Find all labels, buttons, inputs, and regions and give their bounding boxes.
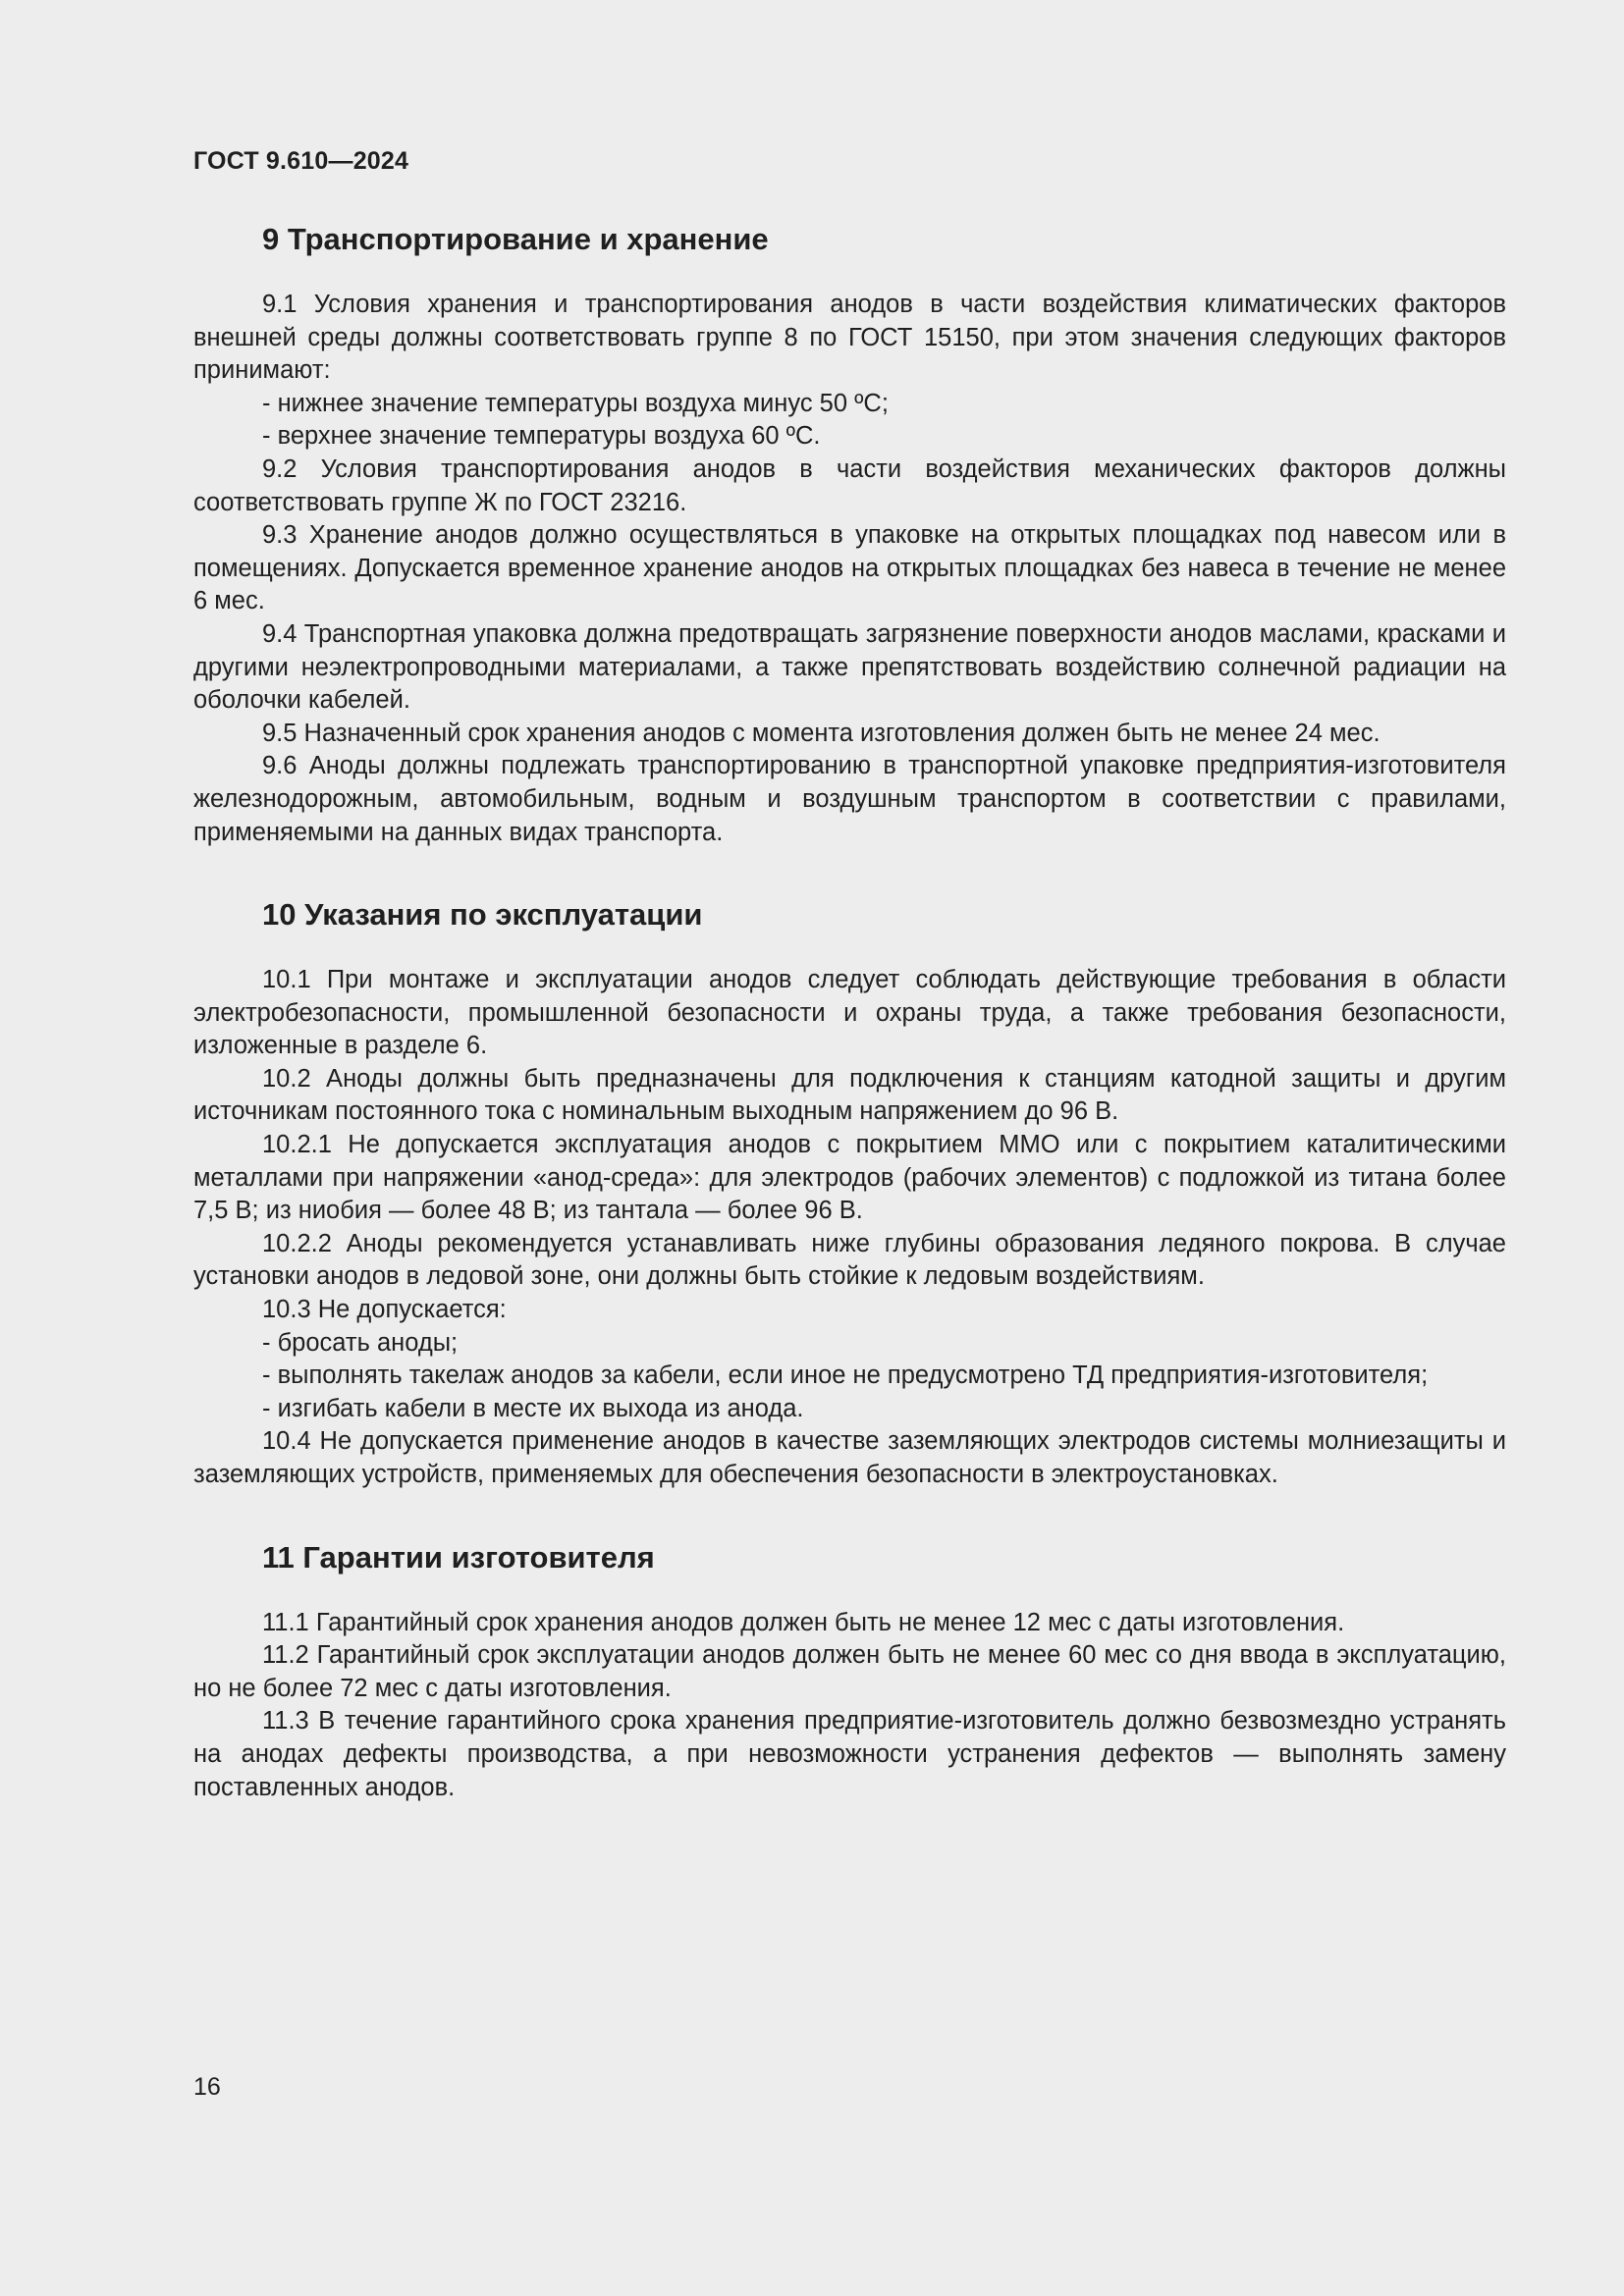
paragraph: 10.3 Не допускается: — [262, 1296, 507, 1324]
paragraph: 11.1 Гарантийный срок хранения анодов должен быть не менее 12 мес с даты изготовления. — [262, 1608, 1345, 1636]
paragraph: 10.4 Не допускается применение анодов в качестве заземляющих электродов системы молниезащиты и заземляющих устройств, применяемых для обеспечения безопасности в электроустановках. — [193, 1427, 1506, 1488]
paragraph: - бросать аноды; — [262, 1328, 459, 1357]
section-title: 11 Гарантии изготовителя — [262, 1539, 655, 1575]
paragraph: 11.2 Гарантийный срок эксплуатации анодов должен быть не менее 60 мес со дня ввода в эксплуатацию, но не более 72 мес с даты изготовления. — [193, 1641, 1506, 1702]
paragraph: 10.2.1 Не допускается эксплуатация анодов с покрытием ММО или с покрытием каталитическими металлами при напряжении «анод-среда»: для электродов (рабочих элементов) с подложкой из титана более 7,5 В; из ниобия — более 48 В; из тантала — более 96 В. — [193, 1131, 1506, 1225]
section — [193, 1538, 1506, 1805]
paragraph: - изгибать кабели в месте их выхода из анода. — [262, 1394, 804, 1422]
document-header: ГОСТ 9.610—2024 — [193, 147, 409, 175]
section — [193, 895, 1506, 1492]
paragraph: 11.3 В течение гарантийного срока хранения предприятие-изготовитель должно безвозмездно устранять на анодах дефекты производства, а при невозможности устранения дефектов — выполнять замену поставленных анодов. — [193, 1707, 1506, 1801]
paragraph: 9.6 Аноды должны подлежать транспортированию в транспортной упаковке предприятия-изготовителя железнодорожным, автомобильным, водным и воздушным транспортом в соответствии с правилами, применяемыми на данных видах транспорта. — [193, 752, 1506, 846]
section — [193, 220, 1506, 849]
page-number: 16 — [193, 2073, 221, 2101]
paragraph: 10.1 При монтаже и эксплуатации анодов следует соблюдать действующие требования в области электробезопасности, промышленной безопасности и охраны труда, а также требования безопасности, изложенные в разделе 6. — [193, 966, 1506, 1060]
paragraph: 9.4 Транспортная упаковка должна предотвращать загрязнение поверхности анодов маслами, красками и другими неэлектропроводными материалами, а также препятствовать воздействию солнечной радиации на оболочки кабелей. — [193, 619, 1506, 715]
paragraph: 9.3 Хранение анодов должно осуществляться в упаковке на открытых площадках под навесом или в помещениях. Допускается временное хранение анодов на открытых площадках без навеса в течение не менее 6 мес. — [193, 521, 1506, 615]
paragraph: - выполнять такелаж анодов за кабели, если иное не предусмотрено ТД предприятия-изготовителя; — [262, 1362, 1429, 1390]
section-title: 10 Указания по эксплуатации — [262, 897, 703, 933]
paragraph: 9.5 Назначенный срок хранения анодов с момента изготовления должен быть не менее 24 мес. — [262, 719, 1380, 747]
paragraph: 10.2.2 Аноды рекомендуется устанавливать ниже глубины образования ледяного покрова. В случае установки анодов в ледовой зоне, они должны быть стойкие к ледовым воздействиям. — [193, 1229, 1506, 1291]
paragraph: - нижнее значение температуры воздуха минус 50 ºС; — [262, 389, 889, 417]
paragraph: 9.2 Условия транспортирования анодов в части воздействия механических факторов должны соответствовать группе Ж по ГОСТ 23216. — [193, 454, 1506, 516]
paragraph: 10.2 Аноды должны быть предназначены для подключения к станциям катодной защиты и другим источникам постоянного тока с номинальным выходным напряжением до 96 В. — [193, 1064, 1506, 1126]
paragraph: 9.1 Условия хранения и транспортирования анодов в части воздействия климатических факторов внешней среды должны соответствовать группе 8 по ГОСТ 15150, при этом значения следующих факторов принимают: — [193, 291, 1506, 385]
paragraph: - верхнее значение температуры воздуха 60 ºС. — [262, 422, 821, 451]
section-title: 9 Транспортирование и хранение — [262, 222, 769, 256]
document-body — [193, 220, 1506, 1850]
